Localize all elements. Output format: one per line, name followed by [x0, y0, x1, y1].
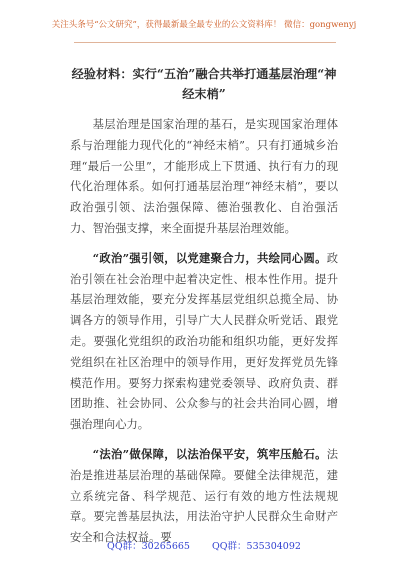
footer-qq-group-1: QQ群：30265665 [107, 541, 190, 552]
paragraph-lead: “政治”强引领，以党建聚合力，共绘同心圆。 [92, 250, 327, 265]
header-promo-note: 关注头条号“公文研究”，获得最新最全最专业的公文资料库！ 微信：gongwenyj [51, 20, 357, 30]
document-body [70, 114, 338, 557]
document-title: 经验材料：实行“五治”融合共举打通基层治理“神经末梢” [71, 67, 337, 101]
footer-contact [0, 538, 408, 552]
footer-qq-group-2: QQ群：535304092 [211, 541, 301, 552]
paragraph-text: 政治引领在社会治理中起着决定性、根本性作用。提升基层治理效能，要充分发挥基层党组织总揽全局、协调各方的领导作用，引导广大人民群众听党话、跟党走。要强化党组织的政治功能和组织功能，更好发挥党组织在社区治理中的领导作用，更好发挥党员先锋模范作用。要努力探索构建党委领导、政府负责、群团助推、社会协同、公众参与的社会共治同心圆，增强治理向心力。 [70, 251, 338, 432]
paragraph-lead: “法治”做保障，以法治保平安，筑牢压舱石。 [92, 446, 327, 461]
header-divider [74, 42, 336, 43]
paragraph-intro [70, 114, 338, 240]
paragraph-political [70, 248, 338, 436]
paragraph-text: 基层治理是国家治理的基石，是实现国家治理体系与治理能力现代化的“神经末梢”。只有打通城乡治理“最后一公里”，才能形成上下贯通、执行有力的现代化治理体系。如何打通基层治理“神经末梢”，要以政治强引领、法治强保障、德治强教化、自治强活力、智治强支撑，来全面提升基层治理效能。 [70, 118, 338, 235]
paragraph-legal [70, 444, 338, 549]
paragraph-text: 法治是推进基层治理的基础保障。要健全法律规范，建立系统完备、科学规范、运行有效的地方性法规规章。要完善基层执法，用法治守护人民群众生命财产安全和合法权益。要 [70, 447, 338, 545]
